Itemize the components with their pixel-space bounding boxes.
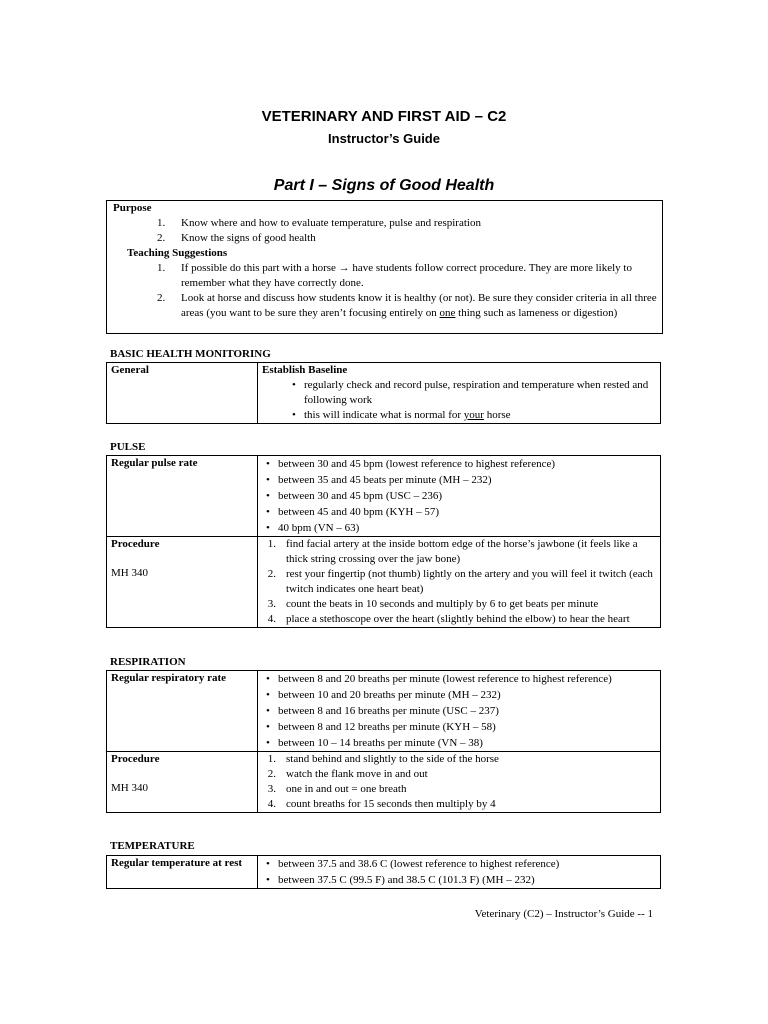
list-item: • between 8 and 16 breaths per minute (USC – 237) bbox=[278, 703, 656, 719]
list-item: 1. Know where and how to evaluate temperature, pulse and respiration bbox=[157, 217, 481, 229]
baseline-list bbox=[262, 378, 656, 423]
list-item: 4. place a stethoscope over the heart (slightly behind the elbow) to hear the heart bbox=[267, 613, 630, 625]
resp-rate-cell bbox=[258, 671, 661, 752]
list-item: • between 37.5 and 38.6 C (lowest reference to highest reference) bbox=[278, 856, 656, 872]
list-item: • between 45 and 40 bpm (KYH – 57) bbox=[278, 504, 656, 520]
table-row bbox=[107, 537, 661, 628]
teaching-label: Teaching Suggestions bbox=[127, 247, 228, 259]
part-title: Part I – Signs of Good Health bbox=[273, 177, 495, 194]
pulse-rate-list bbox=[262, 456, 656, 536]
list-item: • between 8 and 12 breaths per minute (KYH – 58) bbox=[278, 719, 656, 735]
table-row bbox=[107, 456, 661, 537]
temp-rate-cell bbox=[258, 856, 661, 889]
purpose-list bbox=[113, 216, 662, 246]
list-item: 2. rest your fingertip (not thumb) lightly on the artery and you will feel it twitch (each twitch indicates one heart beat) bbox=[267, 568, 653, 595]
procedure-ref: MH 340 bbox=[111, 782, 148, 794]
basic-heading: BASIC HEALTH MONITORING bbox=[110, 348, 271, 360]
list-item: • regularly check and record pulse, respiration and temperature when rested and following work bbox=[304, 378, 656, 408]
purpose-label: Purpose bbox=[113, 202, 152, 214]
temp-rate-list bbox=[262, 856, 656, 888]
list-item: 3. one in and out = one breath bbox=[267, 783, 407, 795]
baseline-cell bbox=[258, 363, 661, 424]
list-item: • this will indicate what is normal for your horse bbox=[304, 408, 656, 423]
list-item: 1. stand behind and slightly to the side of the horse bbox=[267, 753, 499, 765]
list-item: • between 10 – 14 breaths per minute (VN – 38) bbox=[278, 735, 656, 751]
document-subtitle: Instructor’s Guide bbox=[328, 131, 440, 146]
general-label: General bbox=[107, 363, 258, 424]
list-item: 2. Look at horse and discuss how students know it is healthy (or not). Be sure they consider criteria in all three areas (you want to be sure they aren’t focusing entirely on one thing such as lameness or digestion) bbox=[157, 292, 657, 319]
basic-table bbox=[106, 362, 661, 424]
list-item: 3. count the beats in 10 seconds and multiply by 6 to get beats per minute bbox=[267, 598, 599, 610]
procedure-label: Procedure bbox=[111, 753, 160, 765]
list-item: • between 35 and 45 beats per minute (MH – 232) bbox=[278, 472, 656, 488]
table-row bbox=[107, 363, 661, 424]
list-item: 1. If possible do this part with a horse → have students follow correct procedure. They are more likely to remember what they have correctly done. bbox=[157, 262, 632, 289]
list-item: 2. Know the signs of good health bbox=[157, 232, 316, 244]
procedure-label: Procedure bbox=[111, 538, 160, 550]
list-item: 2. watch the flank move in and out bbox=[267, 768, 428, 780]
pulse-steps bbox=[262, 537, 656, 627]
list-item: 1. find facial artery at the inside bottom edge of the horse’s jawbone (it feels like a thick string crossing over the jaw bone) bbox=[267, 538, 638, 565]
baseline-title: Establish Baseline bbox=[262, 364, 348, 376]
resp-rate-label: Regular respiratory rate bbox=[107, 671, 258, 752]
purpose-box bbox=[106, 200, 663, 334]
teaching-list bbox=[113, 261, 662, 321]
pulse-table bbox=[106, 455, 661, 628]
table-row bbox=[107, 671, 661, 752]
temp-rate-label: Regular temperature at rest bbox=[107, 856, 258, 889]
pulse-rate-cell bbox=[258, 456, 661, 537]
table-row bbox=[107, 752, 661, 813]
resp-rate-list bbox=[262, 671, 656, 751]
list-item: • 40 bpm (VN – 63) bbox=[278, 520, 656, 536]
table-row bbox=[107, 856, 661, 889]
pulse-heading: PULSE bbox=[110, 441, 146, 453]
list-item: • between 30 and 45 bpm (lowest reference to highest reference) bbox=[278, 456, 656, 472]
list-item: • between 10 and 20 breaths per minute (MH – 232) bbox=[278, 687, 656, 703]
temperature-table bbox=[106, 855, 661, 889]
procedure-ref: MH 340 bbox=[111, 567, 148, 579]
list-item: • between 8 and 20 breaths per minute (lowest reference to highest reference) bbox=[278, 671, 656, 687]
pulse-steps-cell bbox=[258, 537, 661, 628]
temperature-heading: TEMPERATURE bbox=[110, 840, 195, 852]
list-item: • between 37.5 C (99.5 F) and 38.5 C (101.3 F) (MH – 232) bbox=[278, 872, 656, 888]
list-item: • between 30 and 45 bpm (USC – 236) bbox=[278, 488, 656, 504]
resp-procedure-cell bbox=[107, 752, 258, 813]
respiration-table bbox=[106, 670, 661, 813]
document-title: VETERINARY AND FIRST AID – C2 bbox=[261, 108, 507, 125]
list-item: 4. count breaths for 15 seconds then multiply by 4 bbox=[267, 798, 496, 810]
resp-steps bbox=[262, 752, 656, 812]
page-footer: Veterinary (C2) – Instructor’s Guide -- 1 bbox=[474, 908, 653, 920]
respiration-heading: RESPIRATION bbox=[110, 656, 186, 668]
resp-steps-cell bbox=[258, 752, 661, 813]
pulse-rate-label: Regular pulse rate bbox=[107, 456, 258, 537]
pulse-procedure-cell bbox=[107, 537, 258, 628]
